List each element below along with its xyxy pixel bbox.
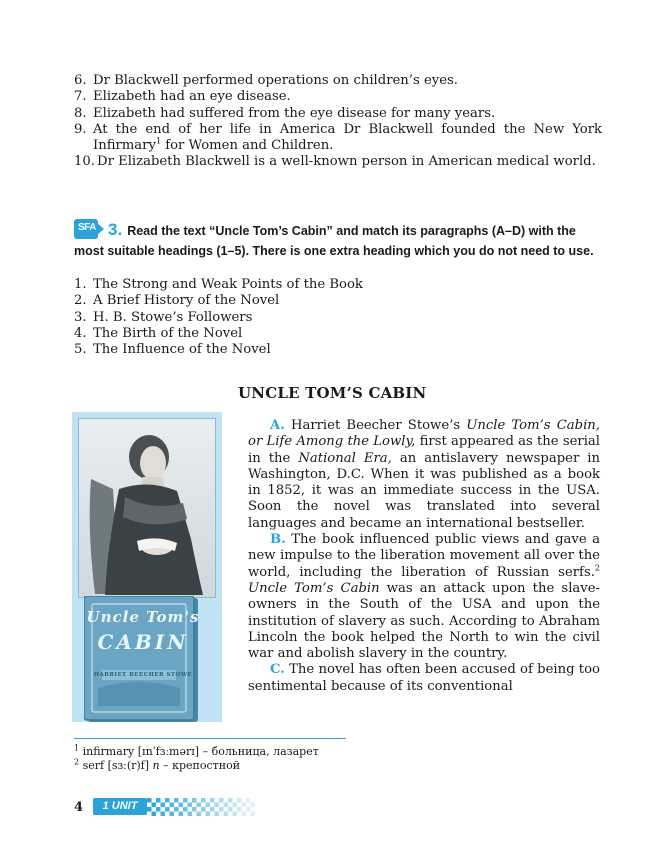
- checker-square: [233, 812, 238, 817]
- checker-square: [174, 798, 179, 803]
- statement-number: 9.: [74, 121, 87, 137]
- checker-square: [206, 803, 211, 808]
- paragraph-label: A.: [270, 418, 285, 433]
- checker-square: [237, 807, 242, 812]
- statement-item: [74, 89, 602, 105]
- heading-text: The Birth of the Novel: [93, 325, 243, 341]
- heading-item: [74, 326, 454, 342]
- paragraph-b: B. The book influenced public views and gave a new impulse to the liberation movement all over the world, including the liberation of Russian serfs.$^2$ Uncle Tom’s Cabin was an attack upon the slave-owners in the South of the USA and upon the institution of slavery as such. According to Abraham Lincoln the book helped the North to win the civil war and abolish slavery in the country.: [248, 532, 600, 662]
- heading-number: 3.: [74, 309, 87, 325]
- checker-square: [147, 807, 152, 812]
- checker-square: [228, 798, 233, 803]
- statement-text: Dr Elizabeth Blackwell is a well-known person in American medical world.: [97, 154, 596, 170]
- checker-square: [192, 807, 197, 812]
- checker-square: [183, 807, 188, 812]
- footnote-ref: 2: [594, 563, 600, 573]
- heading-text: A Brief History of the Novel: [93, 293, 280, 309]
- task-instruction-text: Read the text “Uncle Tom’s Cabin” and match its paragraphs (A–D) with the most suitable headings (1–5). There is one extra heading which you do not need to use.: [74, 224, 594, 258]
- statement-text: Elizabeth had an eye disease.: [93, 89, 291, 105]
- statement-text: [93, 122, 602, 155]
- checker-square: [161, 803, 166, 808]
- statement-number: 7.: [74, 89, 87, 105]
- footnote-ref: 1: [155, 136, 162, 146]
- paragraph-a: A. Harriet Beecher Stowe’s Uncle Tom’s Cabin, or Life Among the Lowly, first appeared as the serial in the National Era, an antislavery newspaper in Washington, D.C. When it was published as a book in 1852, it was an immediate success in the USA. Soon the novel was translated into several languages and became an international bestseller.: [248, 418, 600, 531]
- checker-square: [210, 798, 215, 803]
- portrait-image: [78, 418, 216, 598]
- footnote-divider: [74, 738, 346, 739]
- heading-number: 5.: [74, 342, 87, 358]
- checker-square: [170, 803, 175, 808]
- checker-square: [224, 803, 229, 808]
- checker-square: [197, 812, 202, 817]
- task-instruction: [74, 219, 602, 260]
- heading-item: [74, 310, 454, 326]
- checker-square: [242, 812, 247, 817]
- checker-square: [242, 803, 247, 808]
- checker-square: [251, 812, 256, 817]
- statement-number: 10.: [74, 154, 95, 170]
- footnote-item: $^1$ infirmary [ɪnˈfɜːmərɪ] – больница, лазарет: [74, 743, 319, 758]
- sfa-badge-icon: [74, 219, 104, 239]
- book-cover-title-line2: CABIN: [97, 630, 189, 654]
- footnote-item: $^2$ serf [sɜː(r)f] n – крепостной: [74, 757, 241, 772]
- statements-list: [74, 73, 602, 171]
- checker-square: [147, 798, 152, 803]
- checker-square: [161, 812, 166, 817]
- article-body: [248, 418, 600, 695]
- statement-item: [74, 106, 602, 122]
- checker-square: [224, 812, 229, 817]
- checker-square: [179, 812, 184, 817]
- checker-square: [201, 807, 206, 812]
- page-number: 4: [74, 800, 84, 815]
- checker-square: [156, 807, 161, 812]
- checker-square: [215, 812, 220, 817]
- checker-square: [197, 803, 202, 808]
- checker-square: [233, 803, 238, 808]
- statement-item: [74, 122, 602, 155]
- statement-number: 8.: [74, 105, 87, 121]
- heading-text: H. B. Stowe’s Followers: [93, 309, 253, 325]
- statement-number: 6.: [74, 73, 87, 88]
- checker-square: [201, 798, 206, 803]
- article-title: UNCLE TOM’S CABIN: [238, 384, 427, 402]
- statement-item: [74, 73, 602, 89]
- checker-square: [215, 803, 220, 808]
- checker-square: [237, 798, 242, 803]
- checker-square: [188, 812, 193, 817]
- statement-text-part: for Women and Children.: [161, 138, 334, 154]
- book-cover-author: HARRIET BEECHER STOWE: [93, 672, 193, 678]
- checker-square: [228, 807, 233, 812]
- heading-item: [74, 342, 454, 358]
- statement-item: [74, 154, 602, 170]
- checker-square: [206, 812, 211, 817]
- checker-square: [219, 807, 224, 812]
- checker-square: [246, 798, 251, 803]
- heading-number: 1.: [74, 277, 87, 292]
- headings-list: [74, 277, 454, 358]
- checker-square: [179, 803, 184, 808]
- footnotes: [74, 745, 319, 773]
- checker-square: [156, 798, 161, 803]
- heading-text: The Influence of the Novel: [93, 342, 271, 358]
- checker-square: [251, 803, 256, 808]
- checker-square: [152, 803, 157, 808]
- checker-square: [188, 803, 193, 808]
- checker-square: [174, 807, 179, 812]
- checker-square: [210, 807, 215, 812]
- paragraph-c: C. The novel has often been accused of being too sentimental because of its conventional: [248, 662, 600, 694]
- statement-text: Elizabeth had suffered from the eye disease for many years.: [93, 105, 496, 121]
- sfa-badge-label: SFA: [78, 222, 96, 233]
- checker-square: [165, 798, 170, 803]
- heading-number: 2.: [74, 293, 87, 309]
- checker-square: [170, 812, 175, 817]
- heading-item: [74, 277, 454, 293]
- checker-square: [246, 807, 251, 812]
- heading-number: 4.: [74, 325, 87, 341]
- heading-item: [74, 293, 454, 309]
- book-cover-image: [84, 596, 202, 724]
- checker-square: [183, 798, 188, 803]
- checker-square: [152, 812, 157, 817]
- heading-text: The Strong and Weak Points of the Book: [93, 277, 363, 292]
- decorative-checker-pattern: [147, 798, 257, 820]
- checker-square: [165, 807, 170, 812]
- paragraph-label: C.: [270, 662, 285, 678]
- book-cover-title-line1: Uncle Tom's: [86, 608, 200, 626]
- unit-label: 1 UNIT: [93, 798, 147, 815]
- statement-text-part: At the end of her life in America Dr Blackwell founded the New York Infirmary: [93, 121, 602, 154]
- paragraph-label: B.: [270, 532, 286, 548]
- statement-text: Dr Blackwell performed operations on children’s eyes.: [93, 73, 458, 88]
- checker-square: [192, 798, 197, 803]
- checker-square: [219, 798, 224, 803]
- task-number: 3.: [108, 220, 123, 239]
